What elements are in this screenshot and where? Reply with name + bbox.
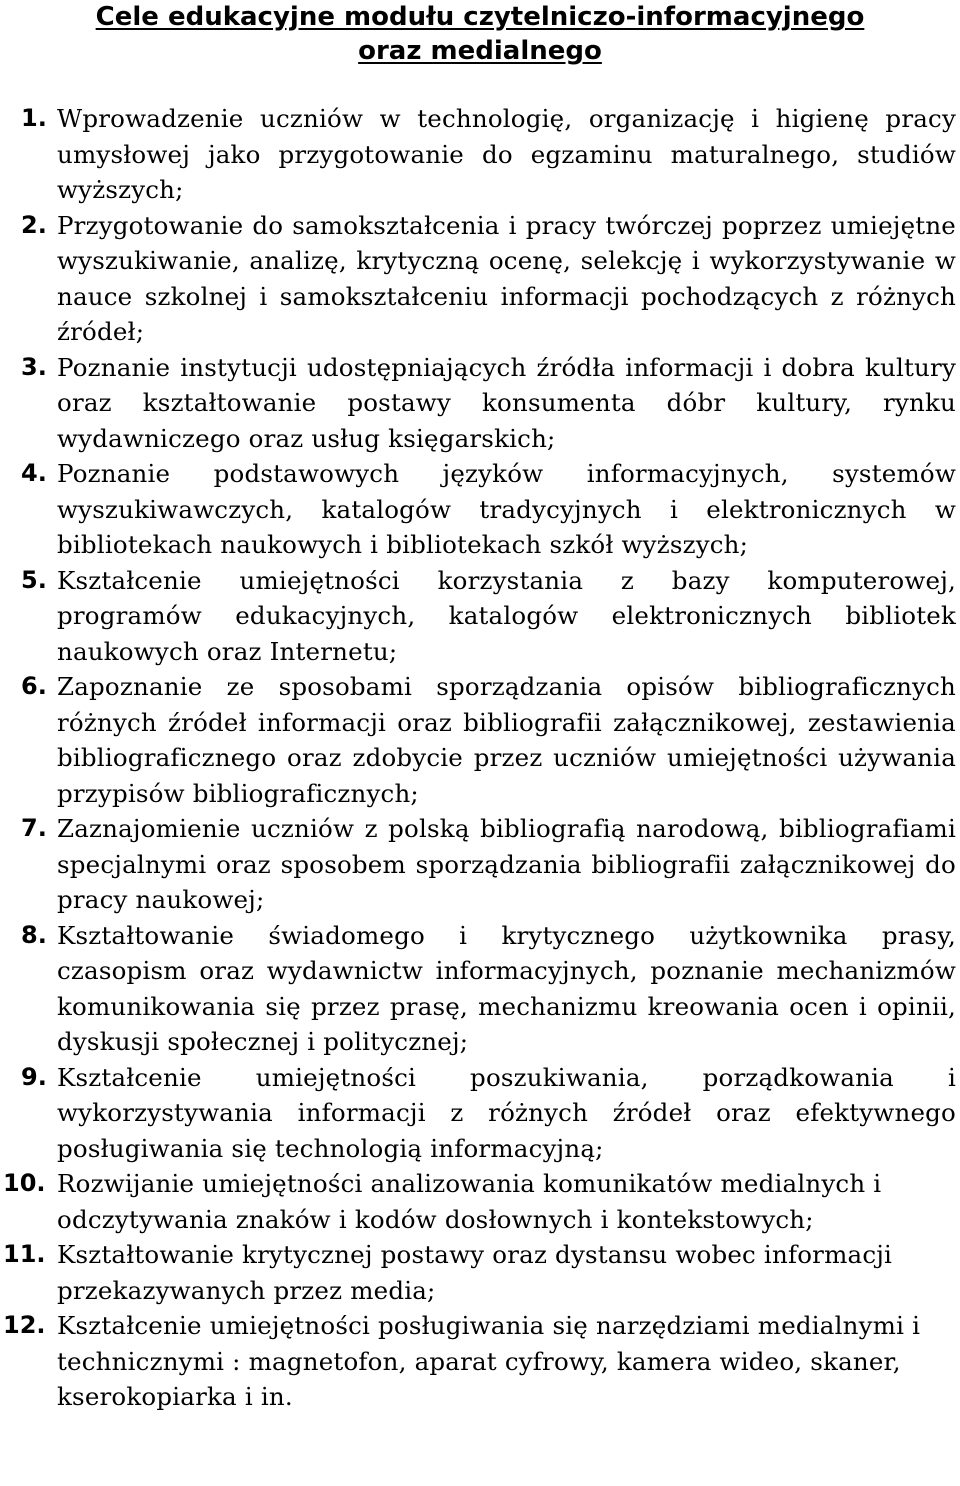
item-text: Kształcenie umiejętności posługiwania się narzędziami medialnymi i technicznymi : magnetofon, aparat cyfrowy, kamera wideo, skaner, kserokopiarka i in. [57, 1311, 921, 1411]
item-number: 1. [21, 104, 47, 132]
list-item [0, 669, 960, 811]
list-item [0, 208, 960, 350]
list-item [0, 1237, 960, 1308]
title-line-2: oraz medialnego [358, 36, 602, 66]
item-text: Zaznajomienie uczniów z polską bibliografią narodową, bibliografiami specjalnymi oraz sposobem sporządzania bibliografii załącznikowej do pracy naukowej; [57, 814, 956, 914]
item-number: 11. [3, 1240, 46, 1268]
item-number: 9. [21, 1062, 47, 1091]
item-text: Przygotowanie do samokształcenia i pracy twórczej poprzez umiejętne wyszukiwanie, analizę, krytyczną ocenę, selekcję i wykorzystywanie w nauce szkolnej i samokształceniu informacji pochodzących z różnych źródeł; [57, 210, 956, 346]
document-title [0, 0, 960, 68]
item-number: 8. [21, 920, 47, 949]
objectives-list [0, 101, 960, 1415]
item-number: 4. [21, 459, 47, 487]
item-number: 10. [3, 1169, 46, 1197]
list-item [0, 1060, 960, 1167]
list-item [0, 918, 960, 1060]
item-text: Poznanie podstawowych języków informacyjnych, systemów wyszukiwawczych, katalogów tradycyjnych i elektronicznych w bibliotekach naukowych i bibliotekach szkół wyższych; [57, 459, 956, 559]
list-item [0, 811, 960, 918]
item-text: Kształtowanie krytycznej postawy oraz dystansu wobec informacji przekazywanych przez media; [57, 1240, 893, 1305]
item-number: 6. [21, 672, 47, 700]
item-text: Rozwijanie umiejętności analizowania komunikatów medialnych i odczytywania znaków i kodów dosłownych i kontekstowych; [57, 1169, 882, 1234]
list-item [0, 101, 960, 208]
item-text: Kształtowanie świadomego i krytycznego użytkownika prasy, czasopism oraz wydawnictw informacyjnych, poznanie mechanizmów komunikowania się przez prasę, mechanizmu kreowania ocen i opinii, dyskusji społecznej i politycznej; [57, 920, 956, 1056]
item-number: 7. [21, 814, 47, 842]
item-text: Kształcenie umiejętności korzystania z bazy komputerowej, programów edukacyjnych, katalogów elektronicznych bibliotek naukowych oraz Internetu; [57, 565, 956, 666]
title-line-1: Cele edukacyjne modułu czytelniczo-informacyjnego [95, 2, 865, 32]
item-text: Poznanie instytucji udostępniających źródła informacji i dobra kultury oraz kształtowanie postawy konsumenta dóbr kultury, rynku wydawniczego oraz usług księgarskich; [57, 352, 956, 453]
list-item [0, 1308, 960, 1415]
item-text: Zapoznanie ze sposobami sporządzania opisów bibliograficznych różnych źródeł informacji oraz bibliografii załącznikowej, zestawienia bibliograficznego oraz zdobycie przez uczniów umiejętności używania przypisów bibliograficznych; [57, 672, 956, 808]
list-item [0, 563, 960, 670]
list-item [0, 1166, 960, 1237]
item-number: 12. [3, 1311, 46, 1339]
item-number: 5. [21, 565, 47, 594]
list-item [0, 350, 960, 457]
item-text: Wprowadzenie uczniów w technologię, organizację i higienę pracy umysłowej jako przygotowanie do egzaminu maturalnego, studiów wyższych; [57, 104, 956, 204]
item-text: Kształcenie umiejętności poszukiwania, porządkowania i wykorzystywania informacji z różnych źródeł oraz efektywnego posługiwania się technologią informacyjną; [57, 1062, 956, 1163]
list-item [0, 456, 960, 563]
item-number: 2. [21, 210, 47, 239]
item-number: 3. [21, 352, 47, 381]
